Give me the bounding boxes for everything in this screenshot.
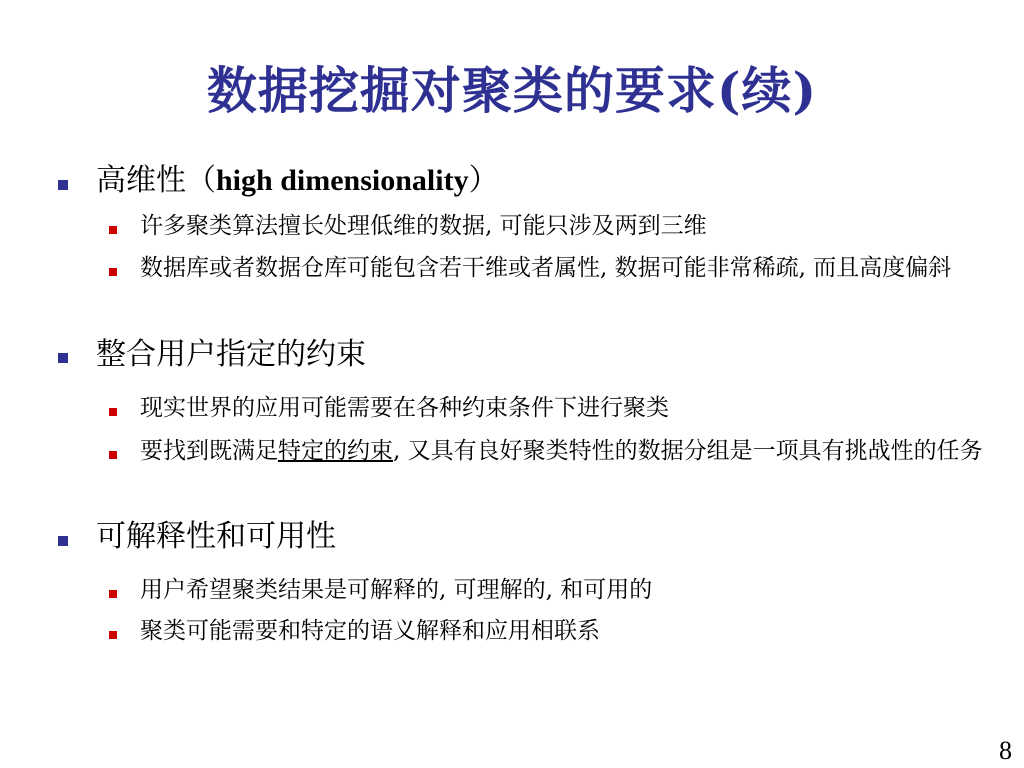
level2-bullet-square	[109, 451, 117, 459]
section-heading-user-constraints: 整合用户指定的约束	[96, 337, 366, 372]
level2-bullet-square	[109, 590, 117, 598]
bullet-text: 现实世界的应用可能需要在各种约束条件下进行聚类	[140, 395, 669, 421]
level2-bullet-square	[109, 408, 117, 416]
level2-bullet-square	[109, 226, 117, 234]
bullet-text: 许多聚类算法擅长处理低维的数据, 可能只涉及两到三维	[140, 213, 707, 239]
slide-title: 数据挖掘对聚类的要求(续)	[206, 61, 818, 120]
level1-bullet-square	[58, 180, 68, 190]
heading-latin: high dimensionality	[216, 164, 469, 197]
level1-bullet-square	[58, 353, 68, 363]
section-heading-interpretability: 可解释性和可用性	[96, 519, 336, 554]
page-number: 8	[999, 736, 1012, 765]
level2-bullet-square	[109, 631, 117, 639]
heading-suffix: ）	[468, 163, 499, 198]
bullet-text-before: 要找到既满足	[140, 438, 278, 464]
bullet-text: 用户希望聚类结果是可解释的, 可理解的, 和可用的	[140, 577, 653, 603]
section-heading-high-dimensionality	[96, 163, 499, 198]
bullet-text: 数据库或者数据仓库可能包含若干维或者属性, 数据可能非常稀疏, 而且高度偏斜	[140, 255, 952, 281]
underlined-phrase: 特定的约束	[278, 438, 393, 464]
level2-bullet-square	[109, 268, 117, 276]
bullet-text	[140, 435, 1000, 468]
level1-bullet-square	[58, 536, 68, 546]
bullet-text-after: , 又具有良好聚类特性的数据分组是一项具有挑战性的任务	[393, 438, 983, 464]
heading-prefix: 高维性（	[96, 163, 216, 198]
bullet-text: 聚类可能需要和特定的语义解释和应用相联系	[140, 618, 600, 644]
